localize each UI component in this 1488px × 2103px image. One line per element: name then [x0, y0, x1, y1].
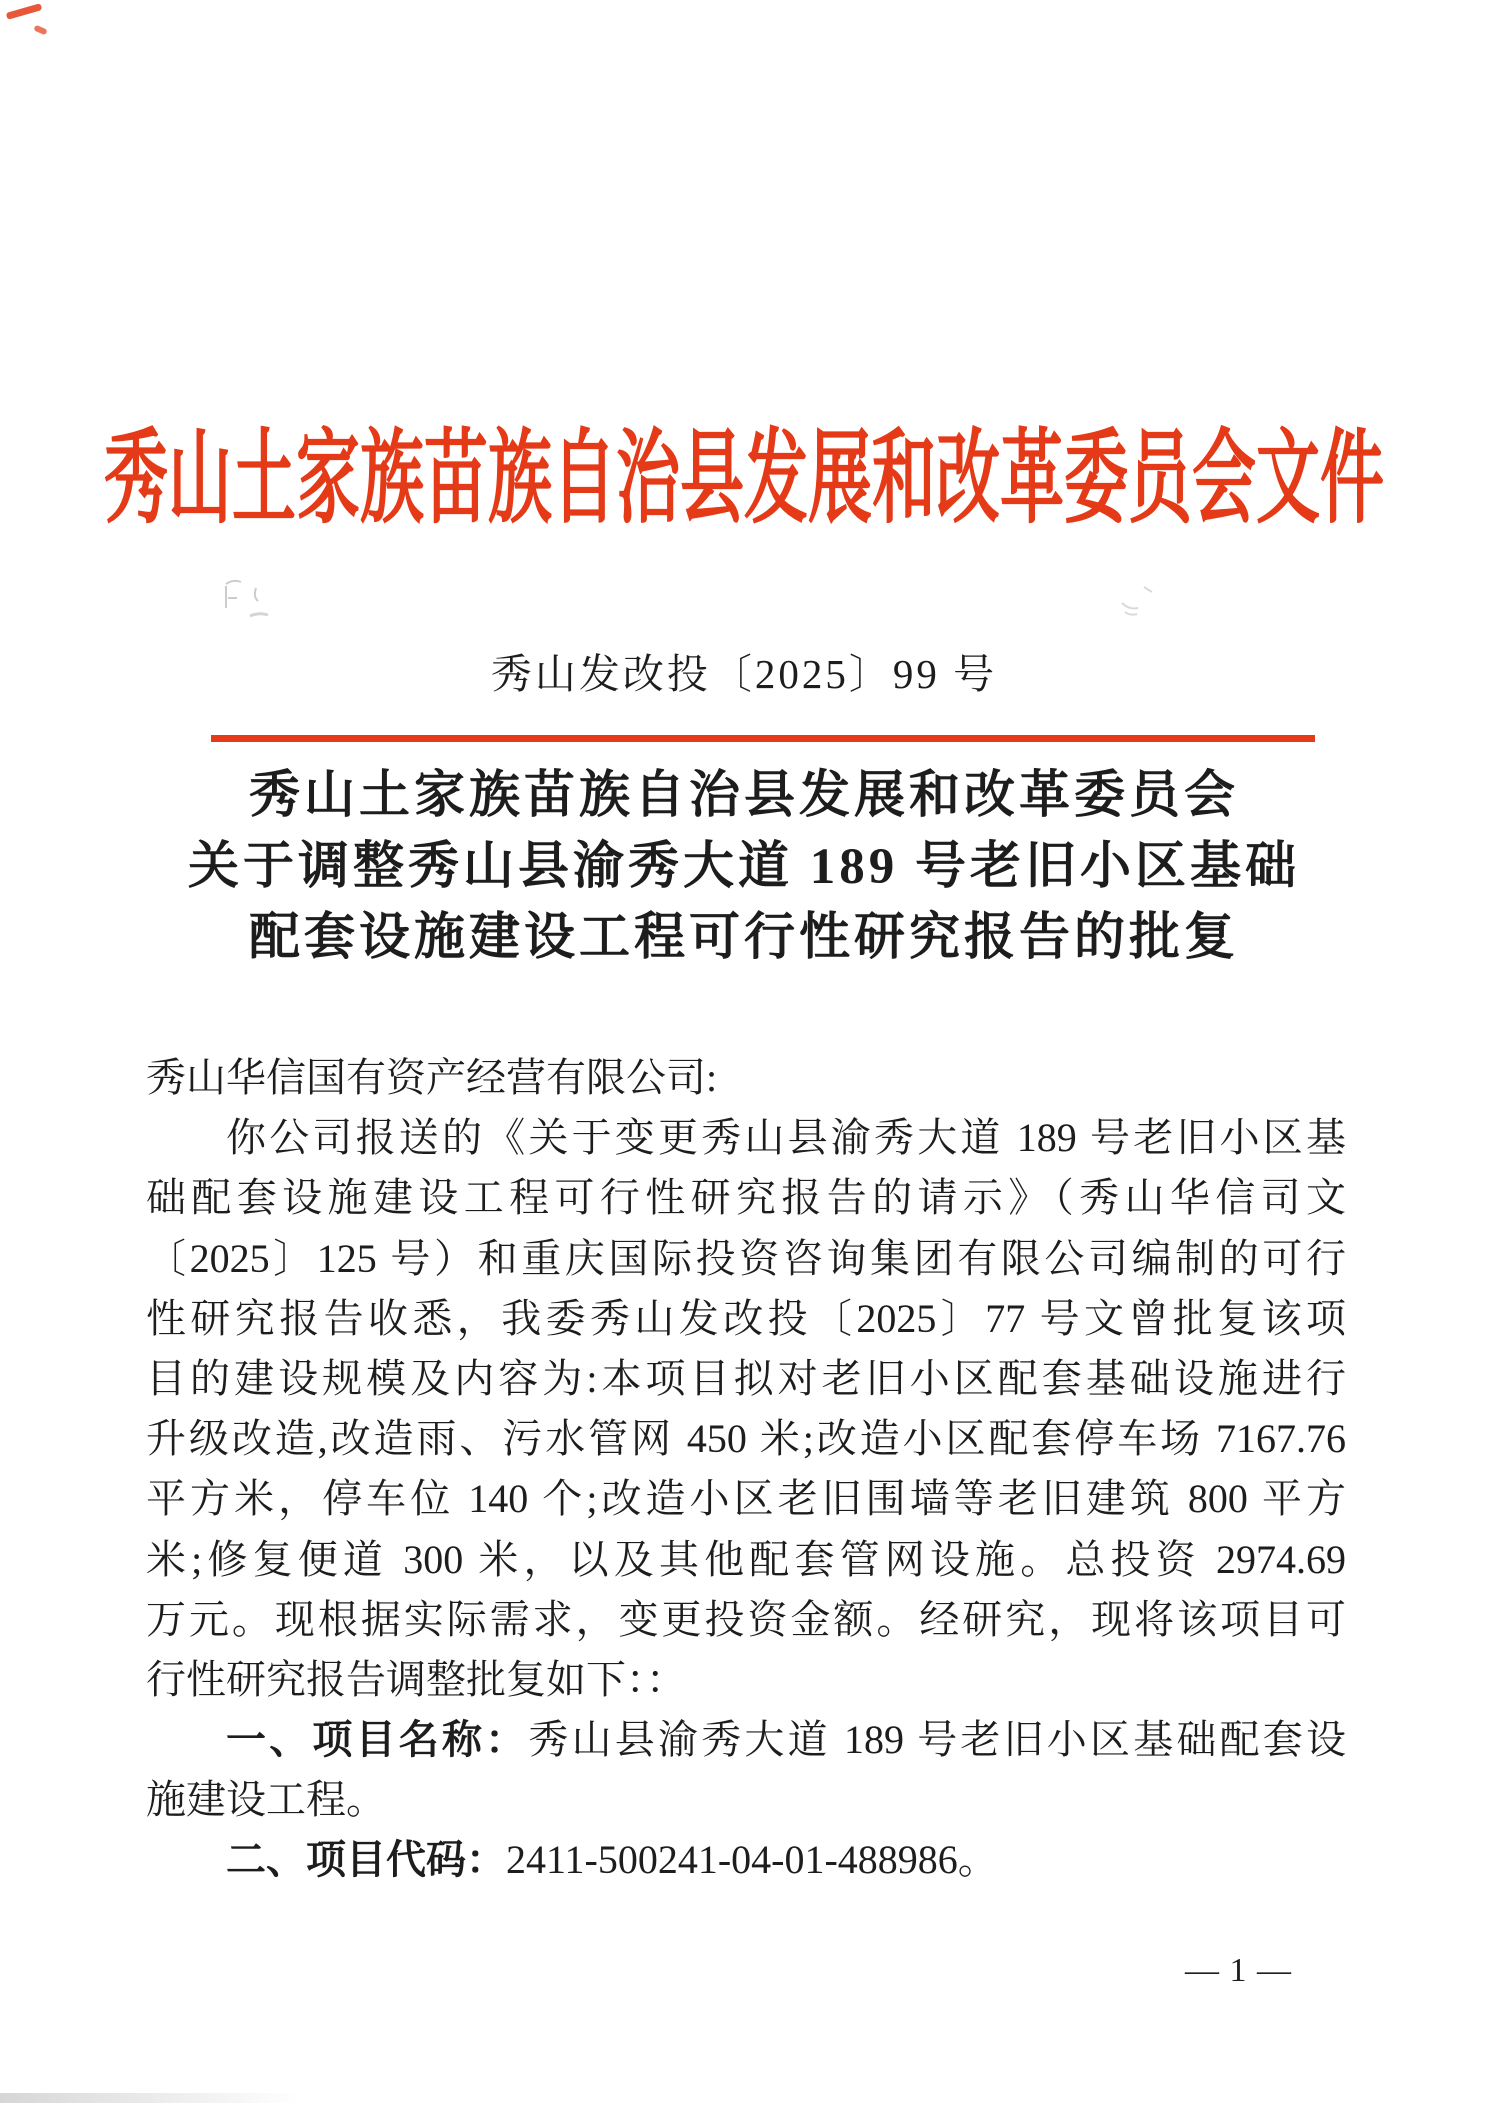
doc-number: 秀山发改投〔2025〕99 号: [490, 651, 998, 697]
body-line: 行性研究报告调整批复如下：：: [146, 1656, 686, 1702]
body-line: 性研究报告收悉，我委秀山发改投〔2025〕77 号文曾批复该项: [146, 1295, 1346, 1341]
body-line: 米;修复便道 300 米，以及其他配套管网设施。总投资 2974.69: [146, 1536, 1346, 1582]
agency-banner-text: 秀山土家族苗族自治县发展和改革委员会文件: [104, 421, 1384, 536]
pencil-smudge: [216, 572, 282, 626]
body-line: 目的建设规模及内容为:本项目拟对老旧小区配套基础设施进行: [146, 1355, 1346, 1401]
bold-label: 一、项目名称：: [226, 1718, 529, 1763]
body-line: 〔2025〕125 号）和重庆国际投资咨询集团有限公司编制的可行: [146, 1235, 1346, 1281]
red-ink-speck: [33, 25, 47, 36]
doc-title: [0, 761, 1488, 974]
doc-title-line: 秀山土家族苗族自治县发展和改革委员会: [248, 768, 1239, 824]
body-line: 二、项目代码：2411-500241-04-01-488986。: [226, 1837, 998, 1883]
red-ink-speck: [6, 3, 43, 20]
body-line: 础配套设施建设工程可行性研究报告的请示》（秀山华信司文: [146, 1175, 1346, 1221]
pencil-smudge: [1112, 583, 1158, 623]
body-line: 万元。现根据实际需求，变更投资金额。经研究，现将该项目可: [146, 1596, 1346, 1642]
red-divider-rule: [211, 735, 1315, 742]
scan-shadow: [0, 2093, 300, 2103]
doc-title-line: 关于调整秀山县渝秀大道 189 号老旧小区基础: [187, 839, 1300, 895]
bold-label: 二、项目代码：: [226, 1838, 506, 1883]
page-number: — 1 —: [1185, 1952, 1292, 1989]
body-line: 升级改造,改造雨、污水管网 450 米;改造小区配套停车场 7167.76: [146, 1416, 1346, 1462]
body-line: 一、项目名称：秀山县渝秀大道 189 号老旧小区基础配套设: [226, 1717, 1346, 1763]
body-line: 施建设工程。: [146, 1777, 386, 1823]
agency-banner: [0, 396, 1488, 536]
body-text: [146, 1048, 1346, 1891]
doc-title-line: 配套设施建设工程可行性研究报告的批复: [248, 910, 1239, 966]
body-line: 你公司报送的《关于变更秀山县渝秀大道 189 号老旧小区基: [226, 1115, 1346, 1161]
body-line: 秀山华信国有资产经营有限公司:: [146, 1055, 718, 1100]
body-line: 平方米，停车位 140 个;改造小区老旧围墙等老旧建筑 800 平方: [146, 1476, 1346, 1522]
